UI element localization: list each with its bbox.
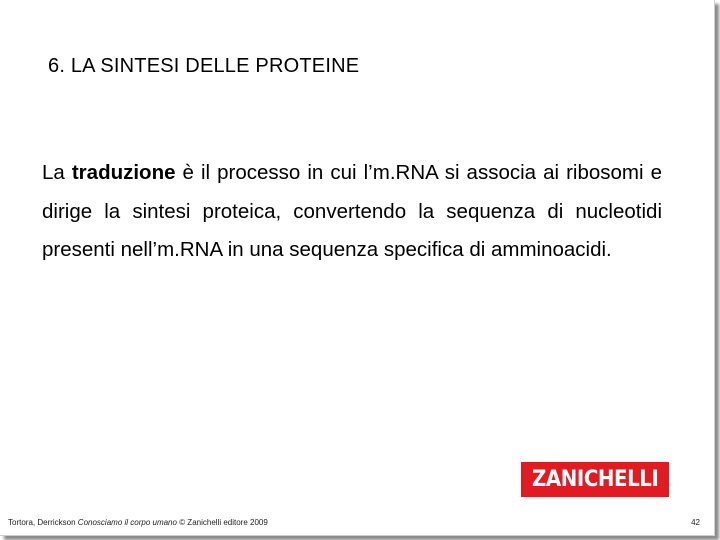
footer-credit [8,518,268,527]
paragraph-bold-term: traduzione [71,161,176,184]
paragraph-lead: La [42,161,72,184]
paragraph-rest: è il processo in cui l’m.RNA si associa ai ribosomi e dirige la sintesi proteica, convertendo la sequenza di nucleotidi presenti nell’m.RNA in una sequenza specifica di amminoacidi. [42,161,663,261]
footer-authors: Tortora, Derrickson [8,518,78,527]
slide-title: 6. LA SINTESI DELLE PROTEINE [48,55,360,77]
body-paragraph [42,154,662,270]
footer-book-title: Conosciamo il corpo umano [77,518,177,527]
page-number: 42 [691,518,700,527]
footer-publisher: © Zanichelli editore 2009 [176,518,268,527]
zanichelli-logo [521,462,669,497]
logo-text: ZANICHELLI [531,467,659,492]
